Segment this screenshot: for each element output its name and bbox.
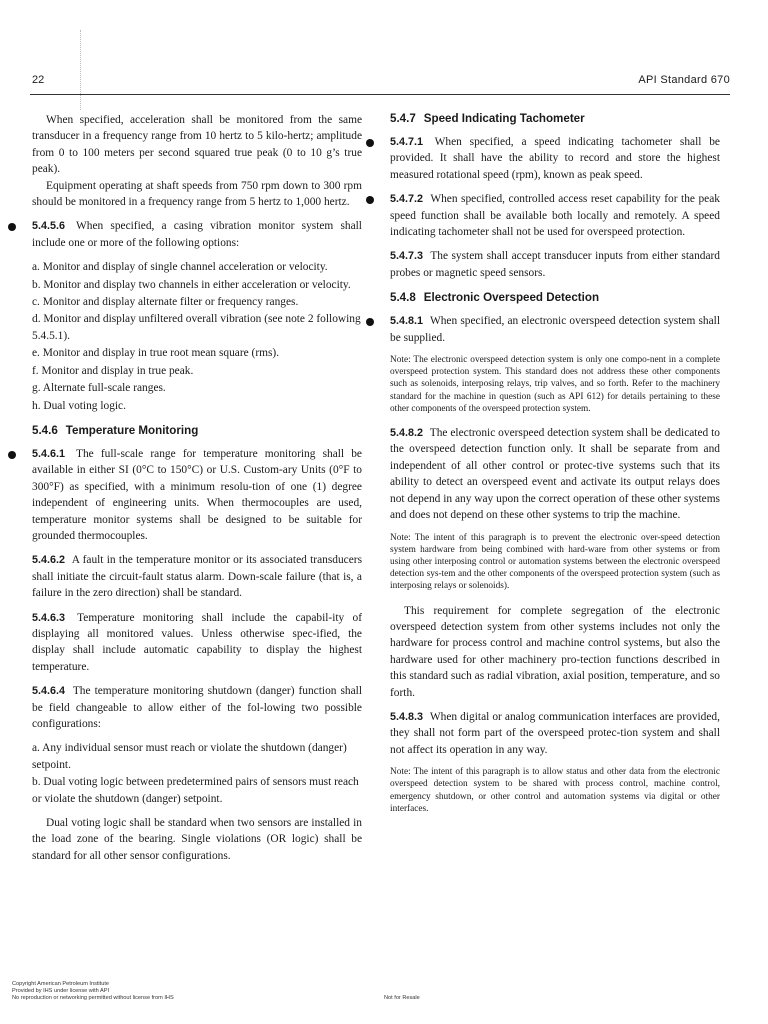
- list-item: b. Dual voting logic between predetermined pairs of sensors must reach or violate the shutdown (danger) setpoint.: [32, 776, 359, 805]
- heading-number: 5.4.7: [390, 112, 416, 125]
- heading-title: Electronic Overspeed Detection: [423, 291, 600, 305]
- page-footer: [12, 981, 752, 1002]
- section-number: 5.4.5.6: [32, 220, 66, 233]
- section-text: When specified, controlled access reset capability for the peak speed function shall be available both locally and remotely. A speed indicating tachometer shall not be used for overspeed protection.: [390, 193, 720, 239]
- section-number: 5.4.8.2: [390, 427, 424, 440]
- section-text: Temperature monitoring shall include the capabil-ity of displaying all monitored values. Unless otherwise spec-ified, the display shall include automatic capability to display the highest temperature.: [32, 611, 362, 673]
- page-number: 22: [32, 74, 45, 86]
- resale-notice: Not for Resale: [384, 995, 420, 1001]
- heading-electronic-overspeed-detection: [390, 291, 720, 304]
- list-item: g. Alternate full-scale ranges.: [32, 382, 166, 395]
- license-line: Provided by IHS under license with API: [12, 988, 110, 994]
- options-list: [32, 259, 362, 414]
- paragraph-segregation-requirement: This requirement for complete segregation of the electronic overspeed detection system from other systems includes not only the hardware for process control and machine control systems, but also the hardware used for other machinery pro-tection functions described in this standard such as radial vibration, axial position, temperature, and so forth.: [390, 604, 720, 699]
- section-text: When digital or analog communication interfaces are provided, they shall not form part of the overspeed protec-tion system and shall not affect its operation in any way.: [390, 710, 720, 756]
- bullet-icon: [366, 318, 374, 326]
- section-5-4-8-2: [390, 425, 720, 523]
- list-item: a. Monitor and display of single channel acceleration or velocity.: [32, 261, 328, 274]
- section-text: The full-scale range for temperature monitoring shall be available in either SI (0°C to 150°C) or U.S. Custom-ary Units (0°F to 300°F) as specified, with a minimum resolu-tion of one (1) degree independent of engineering units. When thermocouples are used, temperature monitor systems shall be designed to be suitable for grounded thermocouples.: [32, 447, 362, 542]
- list-item: c. Monitor and display alternate filter or frequency ranges.: [32, 296, 299, 309]
- bullet-icon: [366, 196, 374, 204]
- paragraph-acceleration: When specified, acceleration shall be monitored from the same transducer in a frequency range from 10 hertz to 5 kilo-hertz; amplitude from 0 to 100 meters per second squared true peak (0 to 10 g’s true peak).: [32, 114, 362, 176]
- bullet-icon: [366, 139, 374, 147]
- bullet-icon: [8, 223, 16, 231]
- heading-number: 5.4.8: [390, 291, 416, 305]
- section-5-4-6-3: [32, 610, 362, 676]
- section-5-4-6-1: [32, 446, 362, 544]
- section-number: 5.4.6.1: [32, 447, 66, 460]
- heading-number: 5.4.6: [32, 423, 58, 437]
- copyright-line: Copyright American Petroleum Institute: [12, 981, 110, 987]
- section-5-4-7-3: [390, 248, 720, 281]
- section-number: 5.4.6.4: [32, 685, 66, 698]
- heading-temperature-monitoring: [32, 424, 362, 437]
- section-5-4-8-1: [390, 313, 720, 346]
- note-intent-interfaces: Note: The intent of this paragraph is to allow status and other data from the electronic overspeed detection system to be shared with process control, machine control, emergency shutdown, or other control and automation systems via digital or other interfaces.: [390, 767, 720, 814]
- section-5-4-8-3: [390, 709, 720, 758]
- left-column: [32, 112, 362, 872]
- section-5-4-5-6: [32, 218, 362, 251]
- section-5-4-6-2: [32, 552, 362, 601]
- section-number: 5.4.8.3: [390, 710, 424, 723]
- section-number: 5.4.6.2: [32, 554, 66, 567]
- list-item: f. Monitor and display in true peak.: [32, 364, 194, 377]
- section-number: 5.4.7.2: [390, 193, 424, 206]
- list-item: e. Monitor and display in true root mean square (rms).: [32, 347, 280, 360]
- bullet-icon: [8, 451, 16, 459]
- section-text: A fault in the temperature monitor or its associated transducers shall initiate the circuit-fault status alarm. Down-scale failure (that is, a failure in the zero direction) shall be standard.: [32, 554, 363, 600]
- list-item: a. Any individual sensor must reach or violate the shutdown (danger) setpoint.: [32, 742, 347, 771]
- note-intent-segregation: Note: The intent of this paragraph is to prevent the electronic over-speed detection system hardware from being combined with hard-ware from other systems or from using other interposing control or automation systems between the electronic overspeed detection sys-tem and the other components of the overspeed protection system (such as interposing relays or solenoids).: [390, 532, 720, 592]
- list-item: b. Monitor and display two channels in either acceleration or velocity.: [32, 278, 351, 291]
- section-text: When specified, a casing vibration monitor system shall include one or more of the following options:: [32, 220, 362, 249]
- running-title: API Standard 670: [638, 74, 730, 86]
- section-number: 5.4.8.1: [390, 315, 424, 328]
- section-text: The system shall accept transducer inputs from either standard probes or magnetic speed sensors.: [390, 250, 720, 279]
- section-text: The temperature monitoring shutdown (danger) function shall be field changeable to allow either of the fol-lowing two possible configurations:: [32, 685, 362, 730]
- note-overspeed-components: Note: The electronic overspeed detection system is only one compo-nent in a complete overspeed protection system. This standard does not address these other components such as solenoids, interposing relays, trip valves, and so forth. Refer to the machinery standard for the machine in question (such as API 612) for details pertaining to these other components of the overspeed protection system.: [390, 355, 720, 414]
- section-text: When specified, an electronic overspeed detection system shall be supplied.: [390, 315, 720, 344]
- heading-speed-indicating-tachometer: [390, 112, 720, 125]
- heading-title: Speed Indicating Tachometer: [423, 112, 585, 125]
- section-number: 5.4.7.3: [390, 250, 424, 263]
- section-5-4-7-1: [390, 134, 720, 183]
- section-number: 5.4.6.3: [32, 611, 66, 624]
- section-number: 5.4.7.1: [390, 136, 424, 148]
- section-5-4-6-4: [32, 683, 362, 732]
- section-5-4-7-2: [390, 191, 720, 240]
- page-header: [30, 72, 730, 95]
- list-item: d. Monitor and display unfiltered overall vibration (see note 2 following 5.4.5.1).: [32, 313, 361, 342]
- paragraph-low-speed: Equipment operating at shaft speeds from 750 rpm down to 300 rpm should be monitored in a frequency range from 5 hertz to 1,000 hertz.: [32, 179, 362, 209]
- heading-title: Temperature Monitoring: [65, 423, 199, 437]
- margin-guide: [80, 30, 82, 110]
- configurations-list: [32, 740, 362, 807]
- reproduction-line: No reproduction or networking permitted without license from IHS: [12, 995, 174, 1001]
- paragraph-dual-voting: Dual voting logic shall be standard when two sensors are installed in the load zone of the bearing. Single violations (OR logic) shall be standard for all other sensor configurations.: [32, 817, 362, 862]
- list-item: h. Dual voting logic.: [32, 399, 126, 412]
- right-column: [390, 112, 720, 825]
- section-text: The electronic overspeed detection system shall be dedicated to the overspeed detection function only. It shall be separate from and independent of all other control or protec-tive systems such that its ability to detect an overspeed event and activate its output relays does not depend in any way upon the correct operation of these other systems and does not depend on these other systems to trip the machine.: [390, 427, 720, 522]
- section-text: When specified, a speed indicating tachometer shall be provided. It shall have the ability to record and store the highest measured rotational speed (rpm), known as peak speed.: [390, 136, 720, 181]
